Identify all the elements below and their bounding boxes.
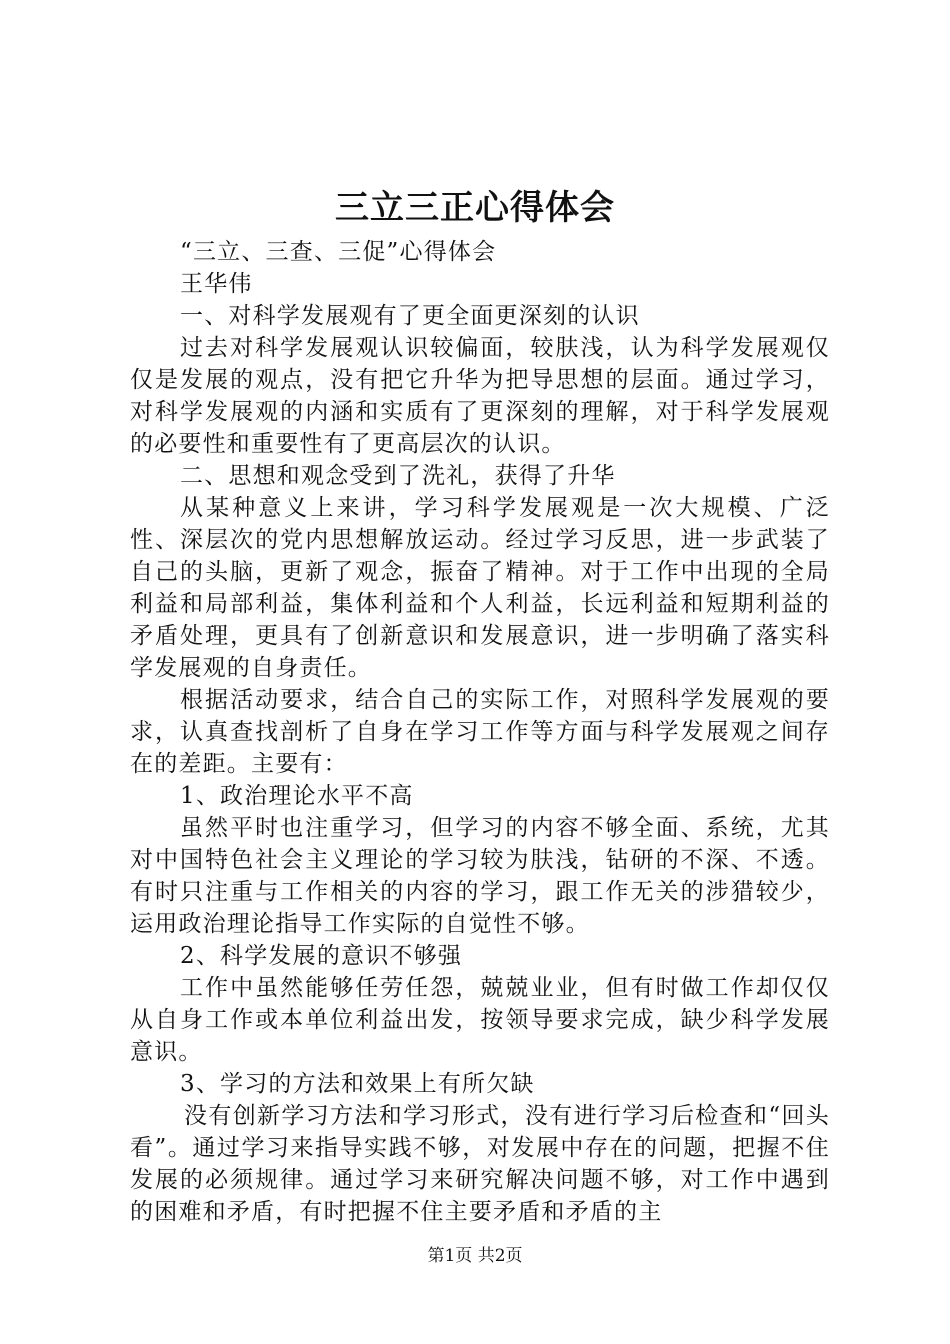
list-heading-1: 1、政治理论水平不高: [180, 783, 414, 809]
body-paragraph: 过去对科学发展观认识较偏面，较肤浅，认为科学发展观仅仅是发展的观点，没有把它升华为把导思想的层面。通过学习，对科学发展观的内涵和实质有了更深刻的理解，对于科学发展观的必要性和重要性有了更高层次的认识。: [130, 335, 830, 457]
page-footer: 第1页 共2页: [427, 1246, 523, 1266]
body-paragraph: 从某种意义上来讲，学习科学发展观是一次大规模、广泛性、深层次的党内思想解放运动。经过学习反思，进一步武装了自己的头脑，更新了观念，振奋了精神。对于工作中出现的全局利益和局部利益，集体利益和个人利益，长远利益和短期利益的矛盾处理，更具有了创新意识和发展意识，进一步明确了落实科学发展观的自身责任。: [130, 495, 830, 681]
document-title: 三立三正心得体会: [335, 188, 615, 228]
subtitle-paragraph: “三立、三查、三促”心得体会: [180, 239, 497, 265]
list-heading-2: 2、科学发展的意识不够强: [180, 943, 463, 969]
document-body: [130, 236, 830, 1228]
body-paragraph: 没有创新学习方法和学习形式，没有进行学习后检查和“回头看”。通过学习来指导实践不够，对发展中存在的问题，把握不住发展的必须规律。通过学习来研究解决问题不够，对工作中遇到的困难和矛盾，有时把握不住主要矛盾和矛盾的主: [130, 1103, 830, 1225]
section-heading-1: 一、对科学发展观有了更全面更深刻的认识: [180, 303, 640, 329]
list-heading-3: 3、学习的方法和效果上有所欠缺: [180, 1071, 535, 1097]
author-name: 王华伟: [180, 271, 253, 297]
body-paragraph: 根据活动要求，结合自己的实际工作，对照科学发展观的要求，认真查找剖析了自身在学习工作等方面与科学发展观之间存在的差距。主要有：: [130, 687, 830, 777]
section-heading-2: 二、思想和观念受到了洗礼，获得了升华: [180, 463, 616, 489]
body-paragraph: 虽然平时也注重学习，但学习的内容不够全面、系统，尤其对中国特色社会主义理论的学习较为肤浅，钻研的不深、不透。有时只注重与工作相关的内容的学习，跟工作无关的涉猎较少，运用政治理论指导工作实际的自觉性不够。: [130, 815, 830, 937]
body-paragraph: 工作中虽然能够任劳任怨，兢兢业业，但有时做工作却仅仅从自身工作或本单位利益出发，按领导要求完成，缺少科学发展意识。: [130, 975, 830, 1065]
